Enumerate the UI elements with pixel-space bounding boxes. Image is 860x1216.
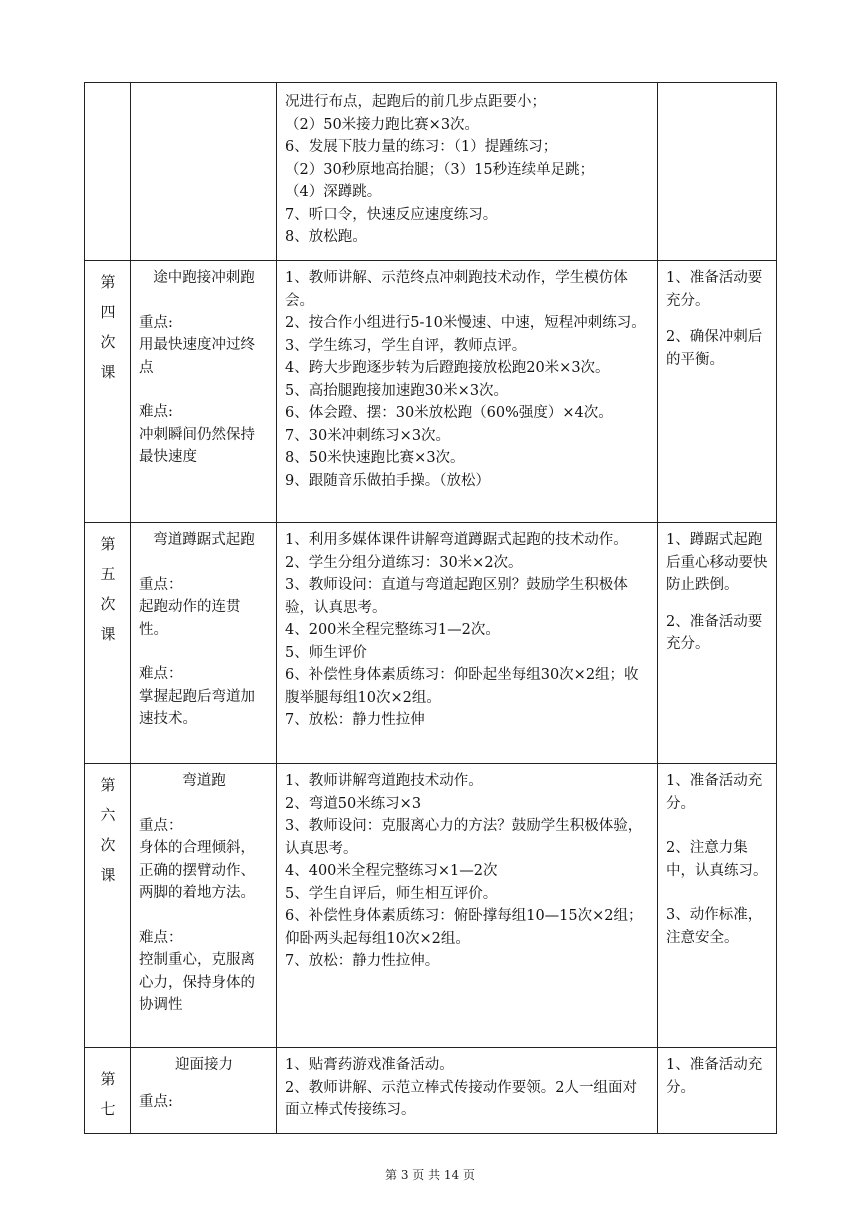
table-row xyxy=(85,1048,777,1134)
process-item: 3、学生练习，学生自评，教师点评。 xyxy=(285,337,527,354)
lesson-number-cell: 第 五 次 课 xyxy=(85,523,131,764)
process-item: 况进行布点，起跑后的前几步点距要小； xyxy=(285,94,546,110)
table-row xyxy=(85,83,777,261)
difficulty-text: 掌握起跑后弯道加速技术。 xyxy=(139,688,255,727)
process-item: 6、体会蹬、摆：30米放松跑（60%强度）×4次。 xyxy=(285,405,613,421)
process-item: 8、50米快速跑比赛×3次。 xyxy=(285,450,465,466)
topic-title: 迎面接力 xyxy=(175,1057,233,1073)
process-item: 2、弯道50米练习×3 xyxy=(285,795,422,812)
topic-title: 弯道蹲踞式起跑 xyxy=(153,532,255,548)
process-item: 2、教师讲解、示范立棒式传接动作要领。2人一组面对面立棒式传接练习。 xyxy=(285,1079,637,1118)
lesson-number-cell: 第 六 次 课 xyxy=(85,764,131,1048)
difficulty-text: 控制重心，克服离心力，保持身体的协调性 xyxy=(139,952,255,1013)
process-item: （2）50米接力跑比赛×3次。 xyxy=(285,116,480,133)
notes-cell xyxy=(658,83,777,261)
key-point-label: 重点: xyxy=(139,1093,173,1110)
process-item: 6、补偿性身体素质练习：俯卧撑每组10—15次×2组；仰卧两头起每组10次×2组。 xyxy=(285,908,643,947)
process-item: 6、补偿性身体素质练习：仰卧起坐每组30次×2组；收腹举腿每组10次×2组。 xyxy=(285,667,639,706)
topic-cell xyxy=(131,1048,277,1134)
process-item: 1、教师讲解弯道跑技术动作。 xyxy=(285,773,483,789)
process-item: 1、教师讲解、示范终点冲刺跑技术动作，学生模仿体会。 xyxy=(285,270,628,309)
process-item: 1、利用多媒体课件讲解弯道蹲踞式起跑的技术动作。 xyxy=(285,532,628,548)
process-item: 2、按合作小组进行5-10米慢速、中速，短程冲刺练习。 xyxy=(285,315,646,331)
lesson-number-cell: 第 七 xyxy=(85,1048,131,1134)
note-item: 1、准备活动充分。 xyxy=(666,773,763,812)
process-item: （4）深蹲跳。 xyxy=(285,184,382,200)
topic-title: 途中跑接冲刺跑 xyxy=(153,270,255,286)
process-cell xyxy=(277,764,658,1048)
process-cell xyxy=(277,83,658,261)
notes-cell xyxy=(658,1048,777,1134)
key-point-text: 用最快速度冲过终点 xyxy=(139,337,255,376)
process-item: 3、教师设问：克服离心力的方法？鼓励学生积极体验，认真思考。 xyxy=(285,818,643,857)
process-item: 1、贴膏药游戏准备活动。 xyxy=(285,1057,454,1073)
process-item: 4、200米全程完整练习1—2次。 xyxy=(285,622,500,638)
process-item: 5、师生评价 xyxy=(285,644,367,661)
process-cell xyxy=(277,261,658,523)
lesson-plan-table xyxy=(84,82,777,1134)
process-item: 4、400米全程完整练习×1—2次 xyxy=(285,863,498,879)
key-point-text: 起跑动作的连贯性。 xyxy=(139,599,241,638)
key-point-label: 重点: xyxy=(139,314,173,331)
process-item: 3、教师设问：直道与弯道起跑区别？鼓励学生积极体验，认真思考。 xyxy=(285,577,628,616)
key-point-label: 重点： xyxy=(139,576,183,593)
process-item: 2、学生分组分道练习：30米×2次。 xyxy=(285,554,523,571)
process-item: 6、发展下肢力量的练习：（1）提踵练习； xyxy=(285,139,558,155)
process-item: 7、放松：静力性拉伸。 xyxy=(285,953,440,969)
note-item: 1、准备活动要充分。 xyxy=(666,270,763,309)
difficulty-label: 难点: xyxy=(139,404,173,420)
difficulty-text: 冲刺瞬间仍然保持最快速度 xyxy=(139,426,255,465)
process-item: （2）30秒原地高抬腿；（3）15秒连续单足跳； xyxy=(285,161,595,178)
notes-cell xyxy=(658,523,777,764)
topic-cell xyxy=(131,523,277,764)
process-item: 9、跟随音乐做拍手操。（放松） xyxy=(285,472,490,489)
notes-cell xyxy=(658,261,777,523)
table-row xyxy=(85,523,777,764)
topic-cell xyxy=(131,261,277,523)
key-point-text: 身体的合理倾斜，正确的摆臂动作、两脚的着地方法。 xyxy=(139,840,255,901)
difficulty-label: 难点： xyxy=(139,929,183,946)
process-item: 7、放松：静力性拉伸 xyxy=(285,712,425,728)
process-cell xyxy=(277,523,658,764)
process-item: 7、30米冲刺练习×3次。 xyxy=(285,427,451,444)
note-item: 2、准备活动要充分。 xyxy=(666,613,763,652)
key-point-label: 重点： xyxy=(139,817,183,834)
topic-cell xyxy=(131,83,277,261)
note-item: 2、确保冲刺后的平衡。 xyxy=(666,329,763,368)
page-footer: 第 3 页 共 14 页 xyxy=(385,1168,475,1182)
note-item: 1、蹲踞式起跑后重心移动要快防止跌倒。 xyxy=(666,532,768,593)
note-item: 1、准备活动充分。 xyxy=(666,1057,763,1096)
notes-cell xyxy=(658,764,777,1048)
lesson-number-cell xyxy=(85,83,131,261)
note-item: 2、注意力集中，认真练习。 xyxy=(666,840,768,879)
lesson-number-cell: 第 四 次 课 xyxy=(85,261,131,523)
table-row xyxy=(85,261,777,523)
process-item: 5、高抬腿跑接加速跑30米×3次。 xyxy=(285,382,509,399)
process-item: 7、听口令，快速反应速度练习。 xyxy=(285,206,498,223)
process-item: 5、学生自评后，师生相互评价。 xyxy=(285,885,498,902)
process-cell xyxy=(277,1048,658,1134)
topic-title: 弯道跑 xyxy=(182,773,226,789)
table-row xyxy=(85,764,777,1048)
topic-cell xyxy=(131,764,277,1048)
note-item: 3、动作标准，注意安全。 xyxy=(666,907,763,946)
process-item: 8、放松跑。 xyxy=(285,229,367,245)
difficulty-label: 难点： xyxy=(139,666,183,682)
process-item: 4、跨大步跑逐步转为后蹬跑接放松跑20米×3次。 xyxy=(285,360,610,376)
